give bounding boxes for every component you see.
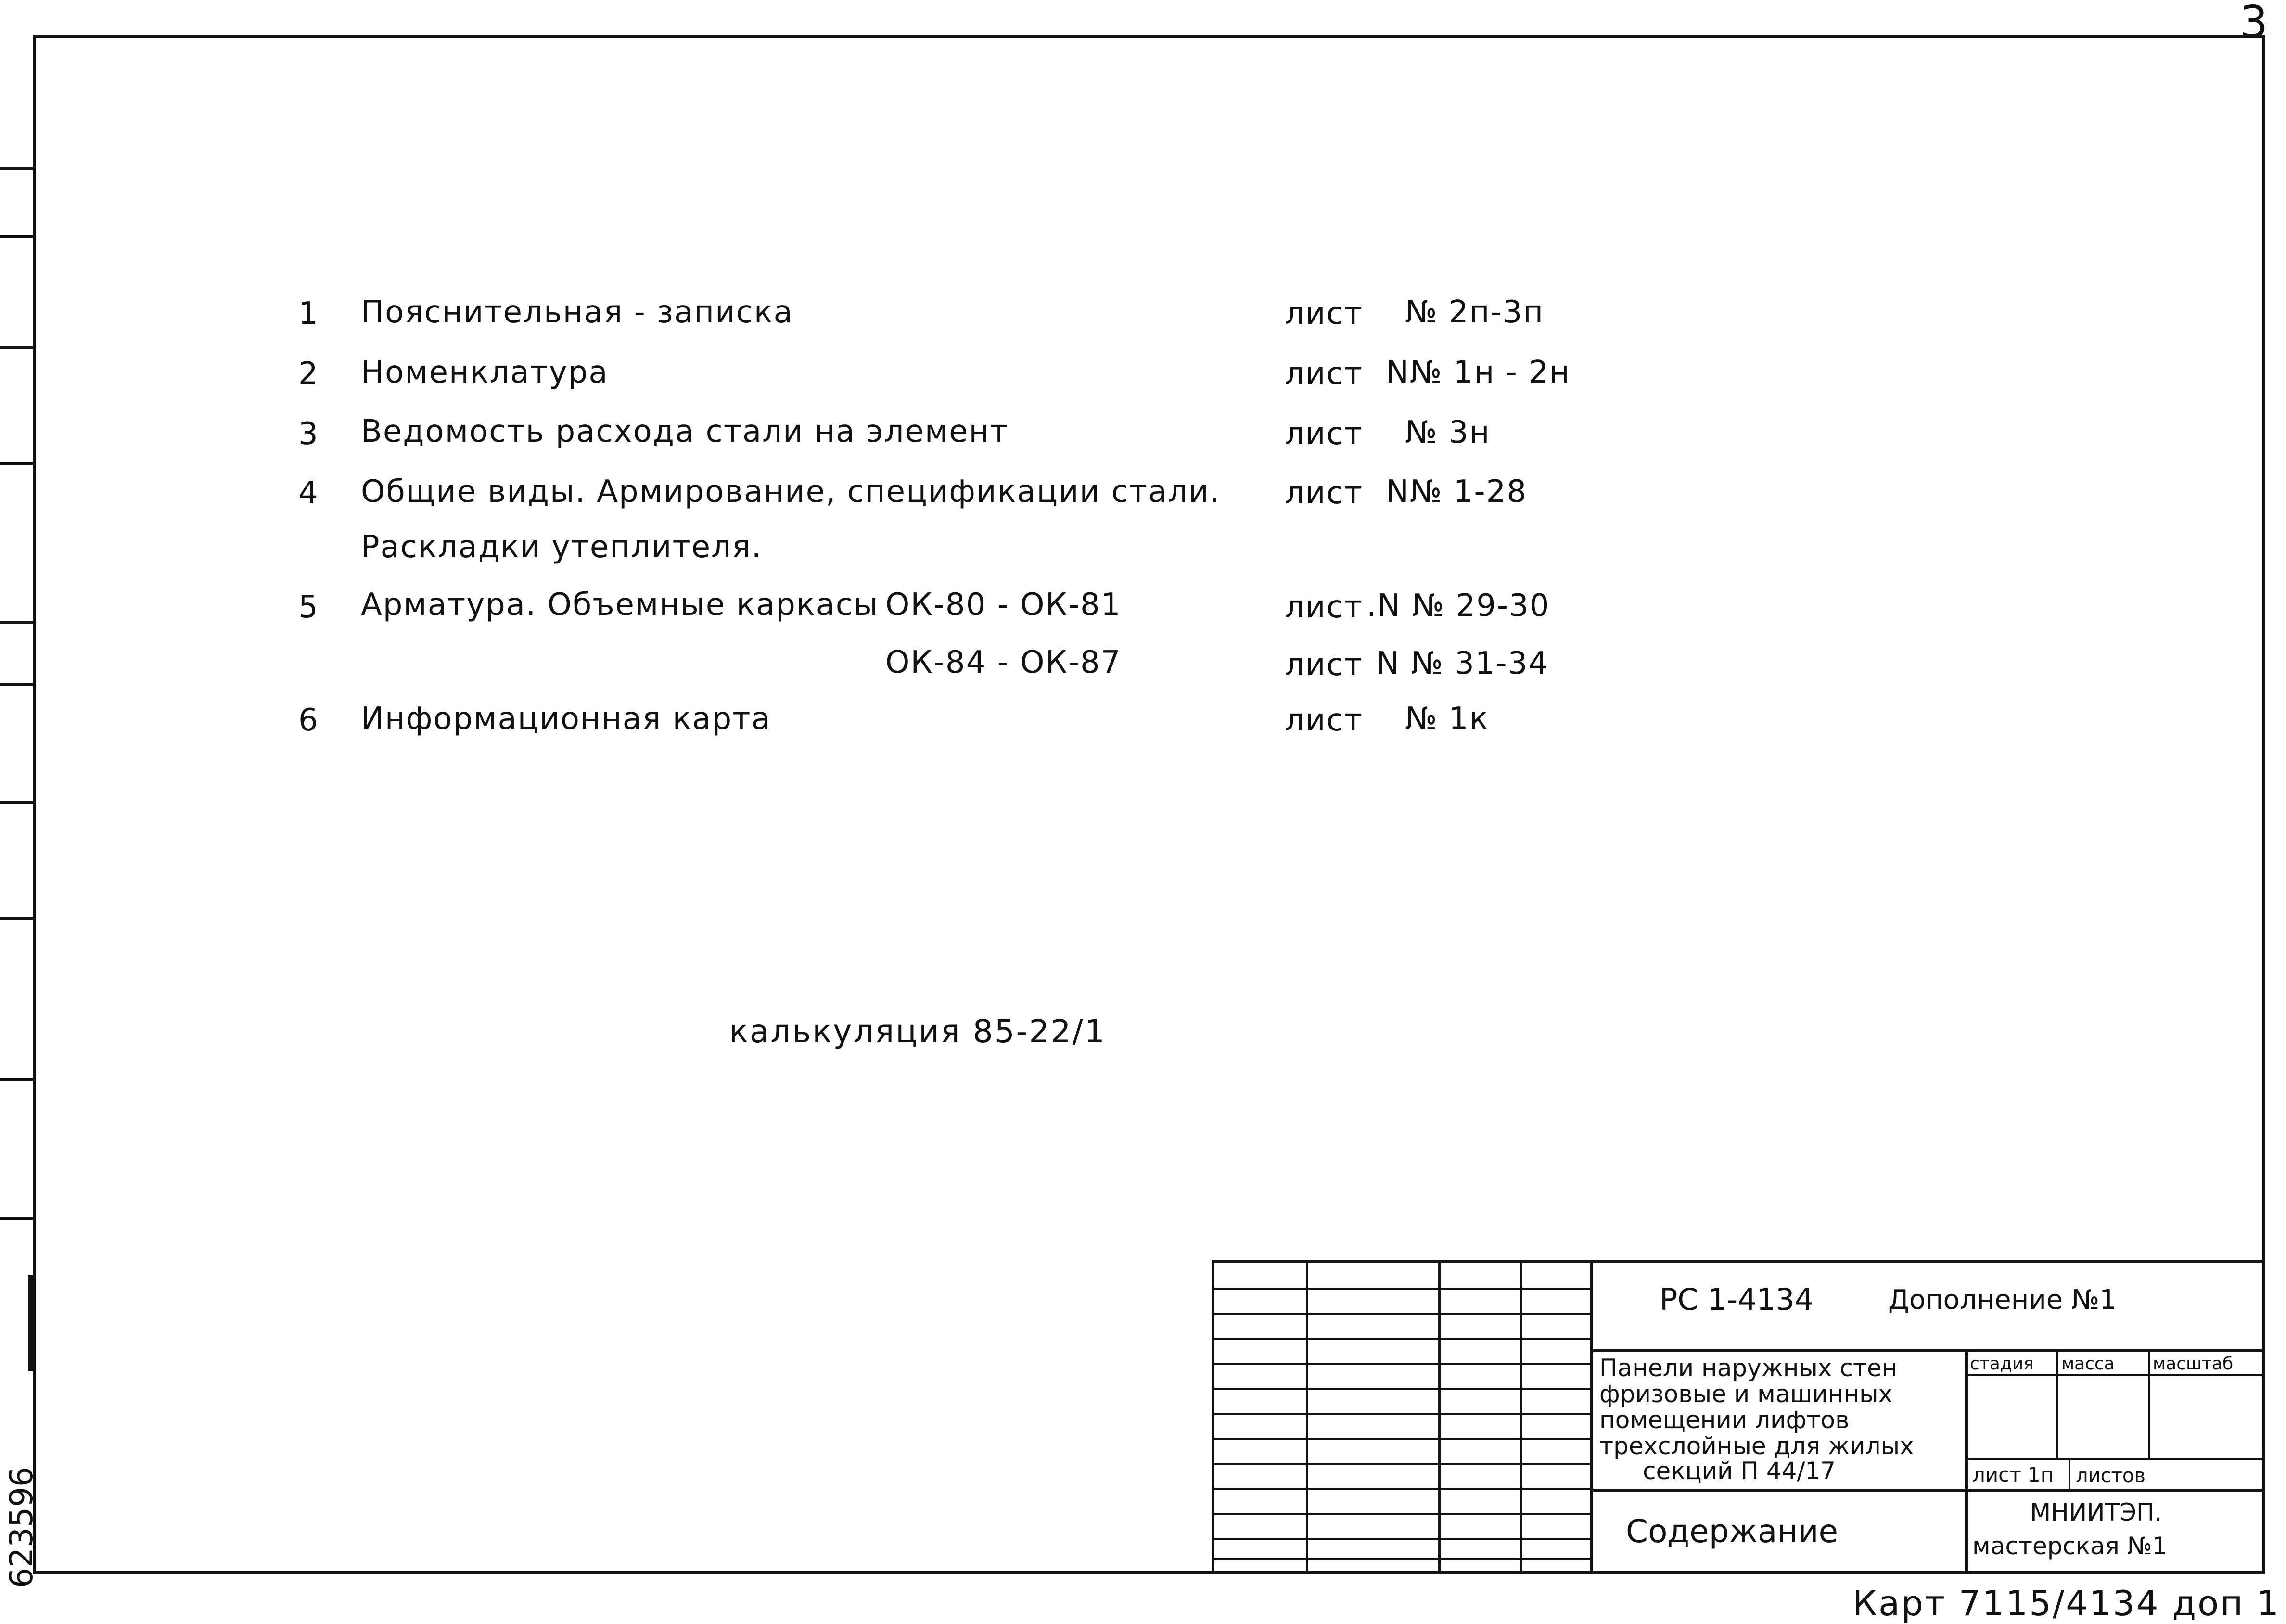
sheet-label: лист [1285, 296, 1363, 332]
margin-line [0, 801, 33, 804]
margin-line [0, 1217, 33, 1220]
margin-line [0, 462, 33, 465]
stamp-row [1214, 1288, 1590, 1290]
stamp-row [1965, 1458, 2265, 1460]
list-item-title: Номенклатура [361, 355, 609, 390]
list-item-title: Общие виды. Армирование, спецификации стали. [361, 474, 1221, 510]
list-item-number: 4 [298, 475, 319, 511]
stamp-row [1214, 1463, 1590, 1465]
margin-line [0, 167, 33, 170]
stamp-row [1214, 1363, 1590, 1365]
card-reference: Карт 7115/4134 доп 1 [1852, 1583, 2280, 1624]
stamp-row [1214, 1558, 1590, 1560]
margin-line [0, 346, 33, 349]
stamp-row [1590, 1349, 2265, 1352]
description-line: фризовые и машинных [1599, 1380, 1893, 1408]
margin-line [0, 621, 33, 624]
stamp-divider [2148, 1349, 2150, 1460]
margin-line [0, 917, 33, 920]
stamp-row [1214, 1338, 1590, 1340]
sheet-ref: № 3н [1405, 415, 1491, 450]
margin-line [0, 235, 33, 238]
list-item-title: Ведомость расхода стали на элемент [361, 414, 1009, 449]
stamp-row [1214, 1438, 1590, 1440]
sheets-total-label: листов [2076, 1465, 2146, 1487]
supplement-label: Дополнение №1 [1888, 1284, 2117, 1316]
description-line: секций П 44/17 [1643, 1457, 1836, 1485]
margin-line [0, 683, 33, 686]
stamp-row [1590, 1489, 2265, 1492]
list-item-title: Пояснительная - записка [361, 294, 793, 330]
stamp-divider [1438, 1263, 1441, 1574]
mass-column-header: масса [2061, 1354, 2115, 1374]
sheet-ref: N№ 1-28 [1386, 474, 1528, 510]
stamp-divider [2069, 1458, 2070, 1490]
list-item-title: Информационная карта [361, 701, 771, 737]
sheet-label: лист [1285, 589, 1363, 625]
sheet-ref: № 1к [1405, 701, 1489, 737]
workshop-name: мастерская №1 [1972, 1532, 2168, 1560]
list-item-number: 1 [298, 296, 319, 332]
stamp-row [1214, 1513, 1590, 1515]
description-line: Панели наружных стен [1599, 1354, 1898, 1382]
list-item-title-continued: Раскладки утеплителя. [361, 529, 762, 565]
sheet-ref: N№ 1н - 2н [1386, 355, 1571, 390]
margin-stroke [28, 1275, 33, 1371]
title-block [1212, 1260, 2265, 1574]
sheet-label: лист [1285, 647, 1363, 683]
list-item-number: 6 [298, 703, 319, 738]
description-line: трехслойные для жилых [1599, 1432, 1914, 1460]
sheet-label: лист [1285, 703, 1363, 738]
margin-line [0, 1078, 33, 1081]
document-title: Содержание [1626, 1513, 1839, 1550]
stamp-divider [1520, 1263, 1522, 1574]
sheet-ref: № 2п-3п [1405, 294, 1545, 330]
list-item-number: 2 [298, 356, 319, 392]
stamp-row [1214, 1413, 1590, 1415]
stamp-divider [2056, 1349, 2058, 1460]
organization-name: МНИИТЭП. [2030, 1498, 2162, 1526]
sheet-ref: N № 31-34 [1376, 646, 1549, 681]
stage-column-header: стадия [1970, 1354, 2034, 1374]
stamp-divider [1306, 1263, 1308, 1574]
sheet-label: лист [1285, 416, 1363, 452]
scale-column-header: масштаб [2153, 1354, 2234, 1374]
stamp-row [1214, 1388, 1590, 1390]
inventory-number: 623596 [3, 1467, 40, 1588]
stamp-divider [1965, 1349, 1968, 1574]
calculation-reference: калькуляция 85-22/1 [729, 1013, 1106, 1050]
description-line: помещении лифтов [1599, 1406, 1850, 1434]
sheet-ref: .N № 29-30 [1366, 588, 1550, 624]
list-item-number: 5 [298, 589, 319, 625]
list-item-number: 3 [298, 416, 319, 452]
stamp-row [1214, 1538, 1590, 1540]
list-item-title: Арматура. Объемные каркасы [361, 587, 879, 623]
sheet-label: лист [1285, 475, 1363, 511]
stamp-row [1214, 1488, 1590, 1490]
stamp-row [1965, 1374, 2265, 1376]
document-code: РС 1-4134 [1660, 1282, 1813, 1317]
frame-range: ОК-80 - ОК-81 [885, 587, 1122, 623]
frame-range: ОК-84 - ОК-87 [885, 645, 1122, 680]
corner-sheet-number: 3 [2240, 0, 2268, 48]
stamp-row [1214, 1313, 1590, 1315]
sheet-label: лист [1285, 356, 1363, 392]
sheet-number-label: лист 1п [1972, 1463, 2054, 1486]
stamp-divider [1590, 1263, 1593, 1574]
